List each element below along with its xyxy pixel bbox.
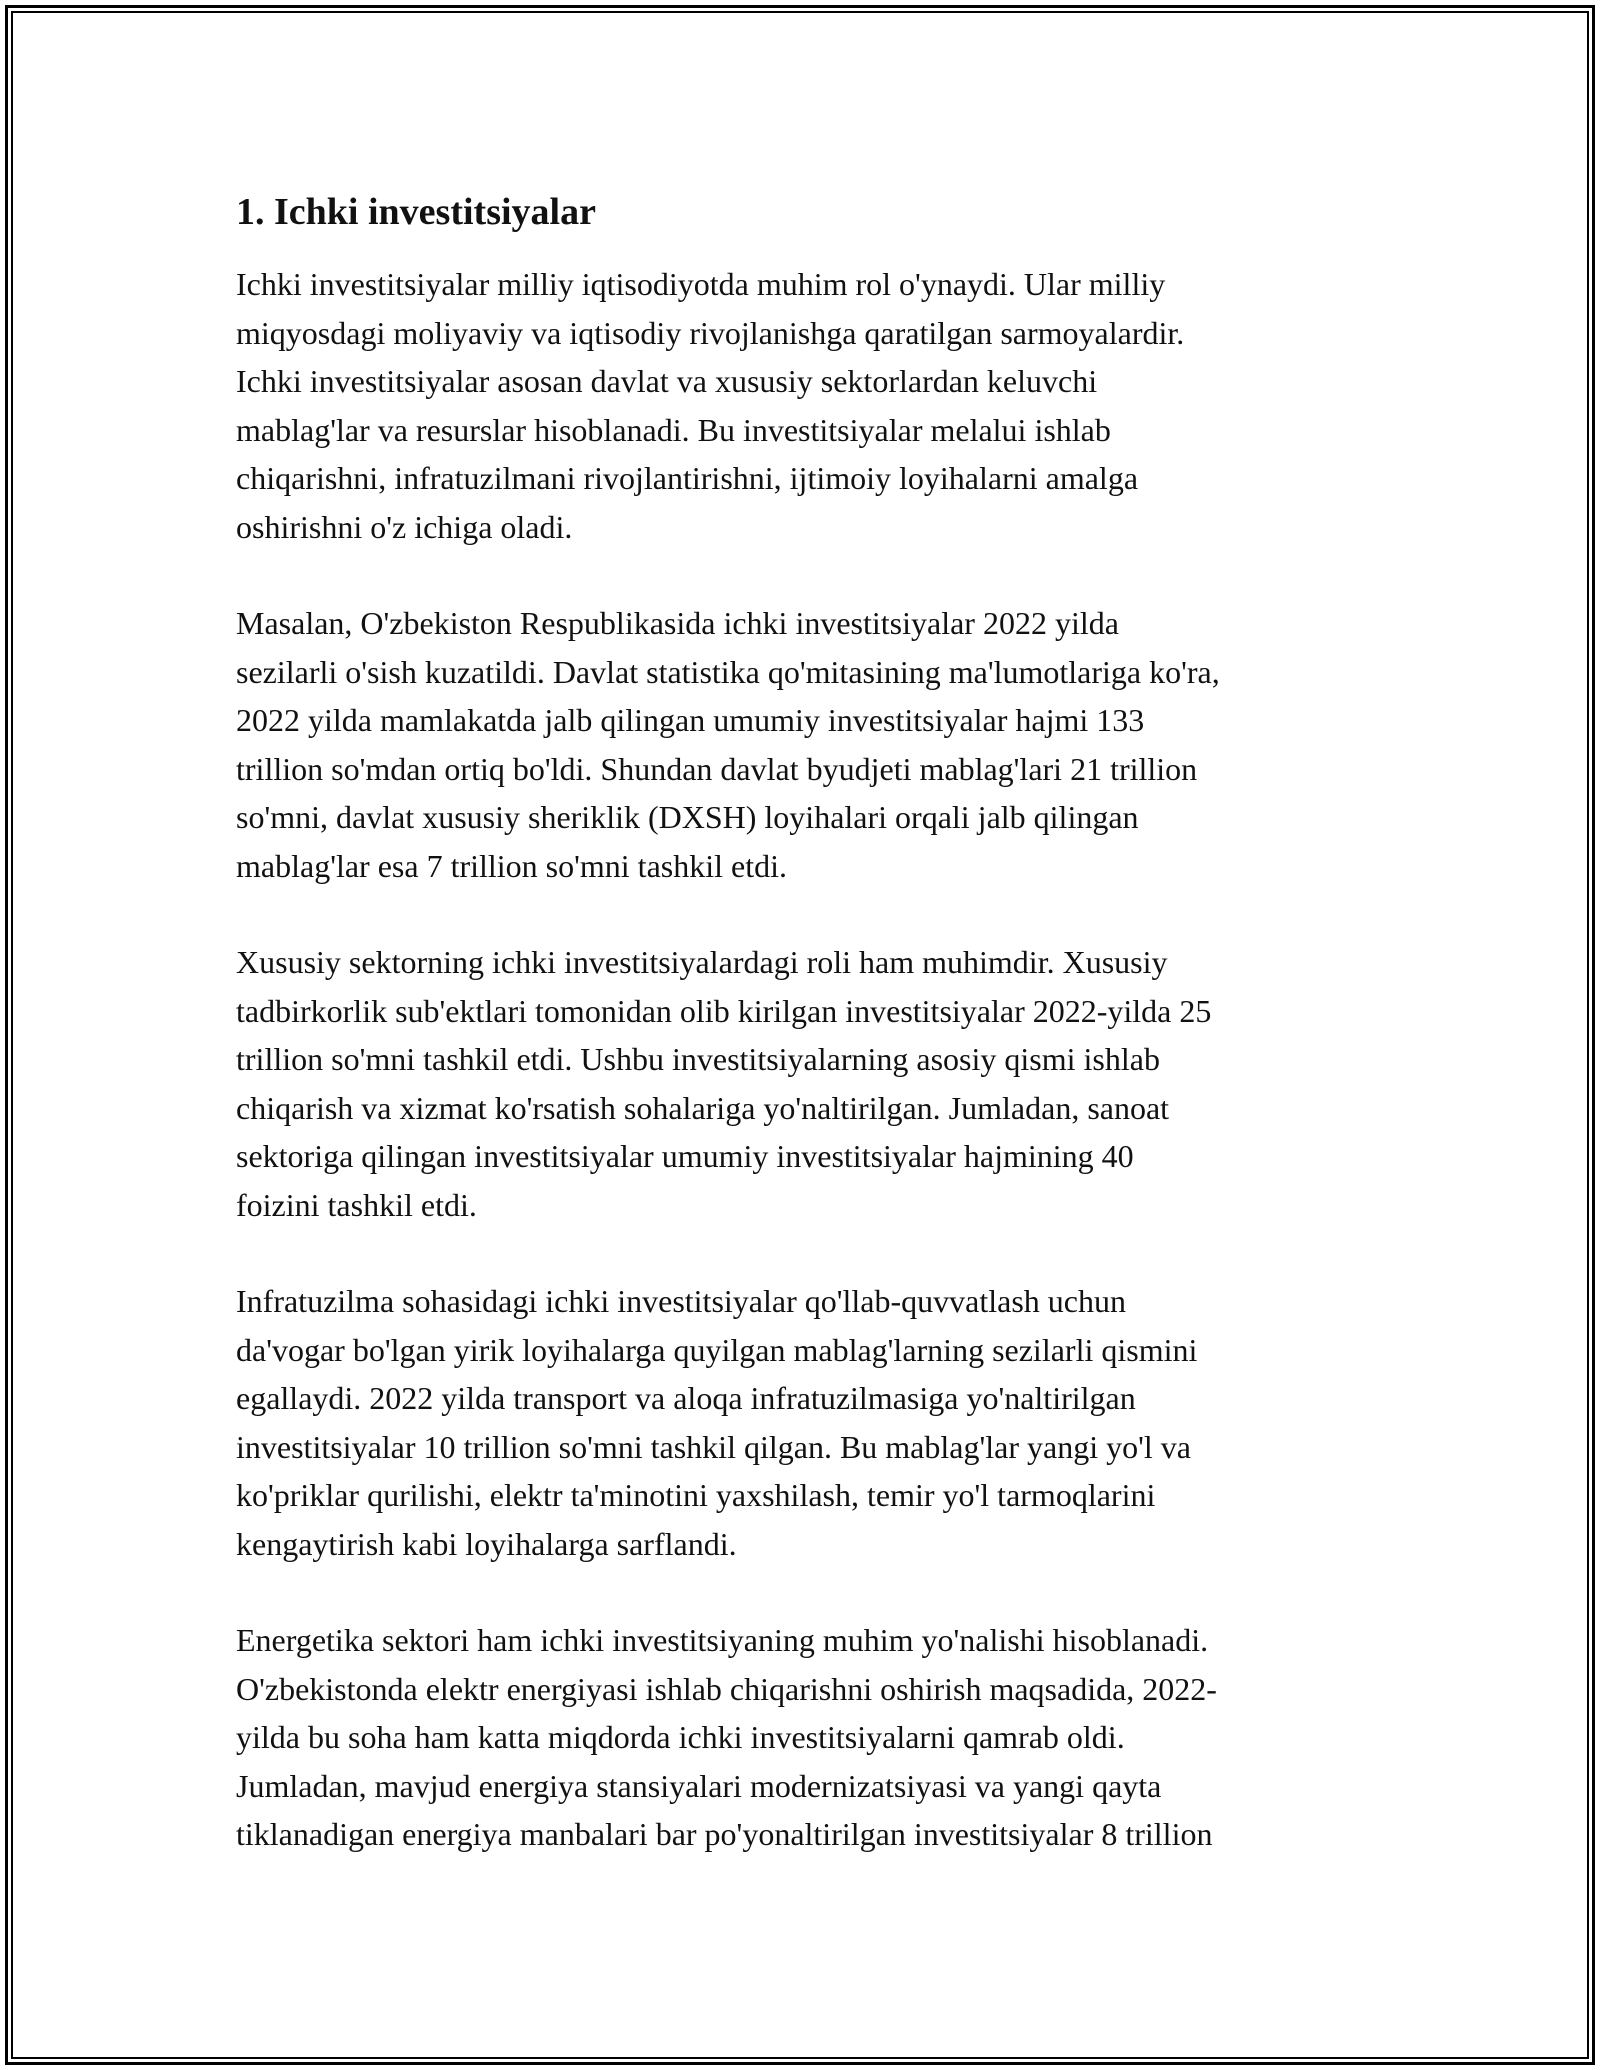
text-line: chiqarishni, infratuzilmani rivojlantirishni, ijtimoiy loyihalarni amalga bbox=[236, 460, 1139, 496]
text-line: kengaytirish kabi loyihalarga sarflandi. bbox=[236, 1525, 737, 1562]
paragraph-5 bbox=[236, 1616, 1386, 1859]
text-line: chiqarish va xizmat ko'rsatish sohalariga yo'naltirilgan. Jumladan, sanoat bbox=[236, 1089, 1170, 1126]
text-line: ko'priklar qurilishi, elektr ta'minotini yaxshilash, temir yo'l tarmoqlarini bbox=[236, 1477, 1156, 1513]
text-line: tadbirkorlik sub'ektlari tomonidan olib kirilgan investitsiyalar 2022-yilda 25 bbox=[236, 992, 1212, 1029]
paragraph-2 bbox=[236, 599, 1386, 890]
text-line: 2022 yilda mamlakatda jalb qilingan umumiy investitsiyalar hajmi 133 bbox=[236, 702, 1145, 738]
document-body bbox=[236, 186, 1386, 1907]
text-line: oshirishni o'z ichiga oladi. bbox=[236, 508, 573, 545]
text-line: egallaydi. 2022 yilda transport va aloqa infratuzilmasiga yo'naltirilgan bbox=[236, 1380, 1136, 1416]
text-line: miqyosdagi moliyaviy va iqtisodiy rivojlanishga qaratilgan sarmoyalardir. bbox=[236, 314, 1185, 351]
text-line: Ichki investitsiyalar milliy iqtisodiyotda muhim rol o'ynaydi. Ular milliy bbox=[236, 266, 1166, 302]
paragraph-3 bbox=[236, 938, 1386, 1229]
text-line: da'vogar bo'lgan yirik loyihalarga quyilgan mablag'larning sezilarli qismini bbox=[236, 1331, 1198, 1368]
text-line: sektoriga qilingan investitsiyalar umumiy investitsiyalar hajmining 40 bbox=[236, 1138, 1134, 1174]
text-line: investitsiyalar 10 trillion so'mni tashkil qilgan. Bu mablag'lar yangi yo'l va bbox=[236, 1428, 1191, 1465]
text-line: Masalan, O'zbekiston Respublikasida ichki investitsiyalar 2022 yilda bbox=[236, 605, 1119, 641]
text-line: sezilarli o'sish kuzatildi. Davlat statistika qo'mitasining ma'lumotlariga ko'ra, bbox=[236, 653, 1220, 690]
text-line: tiklanadigan energiya manbalari bar po'yonaltirilgan investitsiyalar 8 trillion bbox=[236, 1816, 1213, 1852]
text-line: Infratuzilma sohasidagi ichki investitsiyalar qo'llab-quvvatlash uchun bbox=[236, 1283, 1126, 1319]
text-line: Jumladan, mavjud energiya stansiyalari modernizatsiyasi va yangi qayta bbox=[236, 1767, 1162, 1804]
text-line: Energetika sektori ham ichki investitsiyaning muhim yo'nalishi hisoblanadi. bbox=[236, 1622, 1209, 1658]
text-line: Xususiy sektorning ichki investitsiyalardagi roli ham muhimdir. Xususiy bbox=[236, 944, 1168, 980]
text-line: foizini tashkil etdi. bbox=[236, 1186, 477, 1223]
text-line: trillion so'mdan ortiq bo'ldi. Shundan davlat byudjeti mablag'lari 21 trillion bbox=[236, 750, 1198, 787]
text-line: O'zbekistonda elektr energiyasi ishlab chiqarishni oshirish maqsadida, 2022- bbox=[236, 1670, 1217, 1707]
text-line: Ichki investitsiyalar asosan davlat va xususiy sektorlardan keluvchi bbox=[236, 363, 1098, 399]
text-line: mablag'lar esa 7 trillion so'mni tashkil etdi. bbox=[236, 847, 787, 884]
paragraph-4 bbox=[236, 1277, 1386, 1568]
section-heading: 1. Ichki investitsiyalar bbox=[236, 191, 596, 233]
paragraph-1 bbox=[236, 260, 1386, 551]
text-line: yilda bu soha ham katta miqdorda ichki investitsiyalarni qamrab oldi. bbox=[236, 1719, 1125, 1755]
text-line: mablag'lar va resurslar hisoblanadi. Bu investitsiyalar melalui ishlab bbox=[236, 411, 1111, 448]
text-line: trillion so'mni tashkil etdi. Ushbu investitsiyalarning asosiy qismi ishlab bbox=[236, 1041, 1160, 1077]
text-line: so'mni, davlat xususiy sheriklik (DXSH) loyihalari orqali jalb qilingan bbox=[236, 799, 1139, 835]
